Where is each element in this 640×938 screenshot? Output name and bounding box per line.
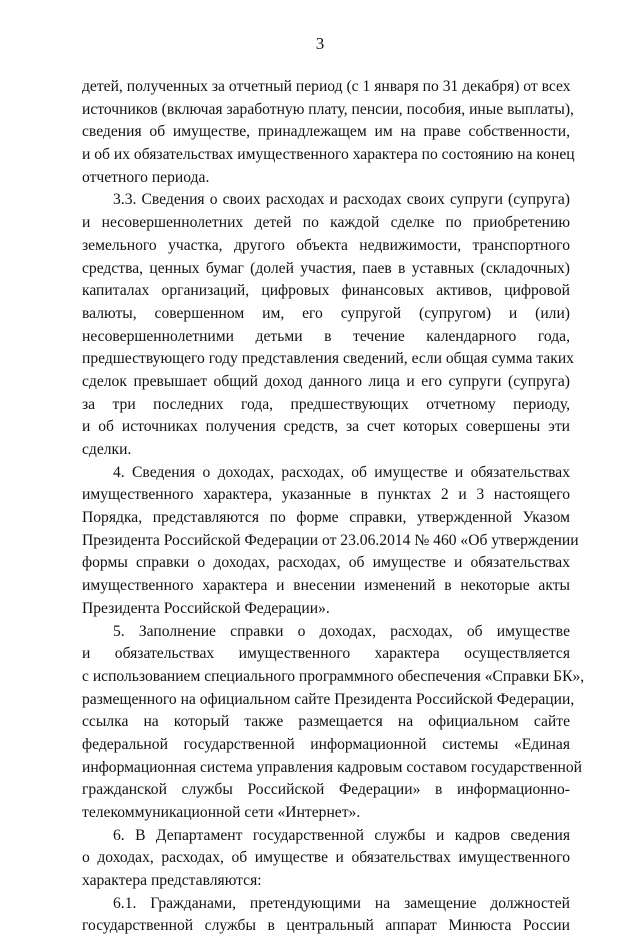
text-line: о доходах, расходах, об имуществе и обязательствах имущественного bbox=[82, 849, 570, 867]
text-line: и об источниках получения средств, за счет которых совершены эти bbox=[82, 418, 570, 436]
paragraph bbox=[82, 621, 585, 825]
text-line: сведения об имуществе, принадлежащем им на праве собственности, bbox=[82, 123, 570, 141]
paragraph bbox=[82, 76, 575, 189]
paragraph bbox=[82, 462, 579, 621]
text-line: имущественного характера, указанные в пунктах 2 и 3 настоящего bbox=[82, 486, 570, 504]
paragraph bbox=[82, 825, 570, 893]
text-line: 6.1. Гражданами, претендующими на замещение должностей bbox=[113, 894, 570, 912]
text-line: гражданской службы Российской Федерации» в информационно- bbox=[82, 781, 570, 799]
text-line: сделки. bbox=[82, 441, 132, 458]
text-line: размещенного на официальном сайте Президента Российской Федерации, bbox=[82, 690, 575, 708]
paragraph bbox=[82, 893, 570, 938]
text-line: 3.3. Сведения о своих расходах и расходах своих супруги (супруга) bbox=[113, 191, 570, 209]
document-body bbox=[82, 76, 585, 938]
page-number: 3 bbox=[315, 34, 325, 53]
text-line: источников (включая заработную плату, пенсии, пособия, иные выплаты), bbox=[82, 100, 574, 118]
text-line: Порядка, представляются по форме справки, утвержденной Указом bbox=[82, 509, 570, 527]
text-line: несовершеннолетними детьми в течение календарного года, bbox=[82, 327, 570, 345]
paragraph bbox=[82, 189, 574, 461]
text-line: предшествующего году представления сведений, если общая сумма таких bbox=[82, 350, 574, 368]
text-line: ссылка на который также размещается на официальном сайте bbox=[82, 713, 570, 731]
text-line: имущественного характера и внесении изменений в некоторые акты bbox=[82, 577, 570, 595]
text-line: и обязательствах имущественного характера осуществляется bbox=[82, 645, 570, 663]
text-line: 6. В Департамент государственной службы и кадров сведения bbox=[113, 826, 570, 844]
text-line: 5. Заполнение справки о доходах, расходах, об имуществе bbox=[113, 622, 570, 640]
text-line: земельного участка, другого объекта недвижимости, транспортного bbox=[82, 236, 570, 254]
text-line: Президента Российской Федерации от 23.06.2014 № 460 «Об утверждении bbox=[82, 531, 579, 549]
text-line: валюты, совершенном им, его супругой (супругом) и (или) bbox=[82, 304, 570, 322]
text-line: с использованием специального программного обеспечения «Справки БК», bbox=[82, 667, 585, 685]
text-line: федеральной государственной информационной системы «Единая bbox=[82, 735, 570, 753]
text-line: характера представляются: bbox=[82, 872, 262, 890]
text-line: формы справки о доходах, расходах, об имуществе и обязательствах bbox=[82, 554, 570, 572]
text-line: и несовершеннолетних детей по каждой сделке по приобретению bbox=[82, 214, 570, 232]
text-line: отчетного периода. bbox=[82, 168, 210, 186]
text-line: за три последних года, предшествующих отчетному периоду, bbox=[82, 395, 570, 413]
text-line: детей, полученных за отчетный период (с 1 января по 31 декабря) от всех bbox=[82, 78, 571, 95]
text-line: информационная система управления кадровым составом государственной bbox=[82, 758, 582, 776]
text-line: сделок превышает общий доход данного лица и его супруги (супруга) bbox=[82, 372, 570, 390]
text-line: средства, ценных бумаг (долей участия, паев в уставных (складочных) bbox=[82, 259, 570, 277]
text-line: 4. Сведения о доходах, расходах, об имуществе и обязательствах bbox=[113, 463, 570, 481]
text-line: государственной службы в центральный аппарат Минюста России bbox=[82, 917, 570, 935]
text-line: телекоммуникационной сети «Интернет». bbox=[82, 804, 361, 821]
text-line: Президента Российской Федерации». bbox=[82, 599, 330, 617]
text-line: и об их обязательствах имущественного характера по состоянию на конец bbox=[82, 146, 575, 164]
text-line: капиталах организаций, цифровых финансовых активов, цифровой bbox=[82, 282, 570, 300]
